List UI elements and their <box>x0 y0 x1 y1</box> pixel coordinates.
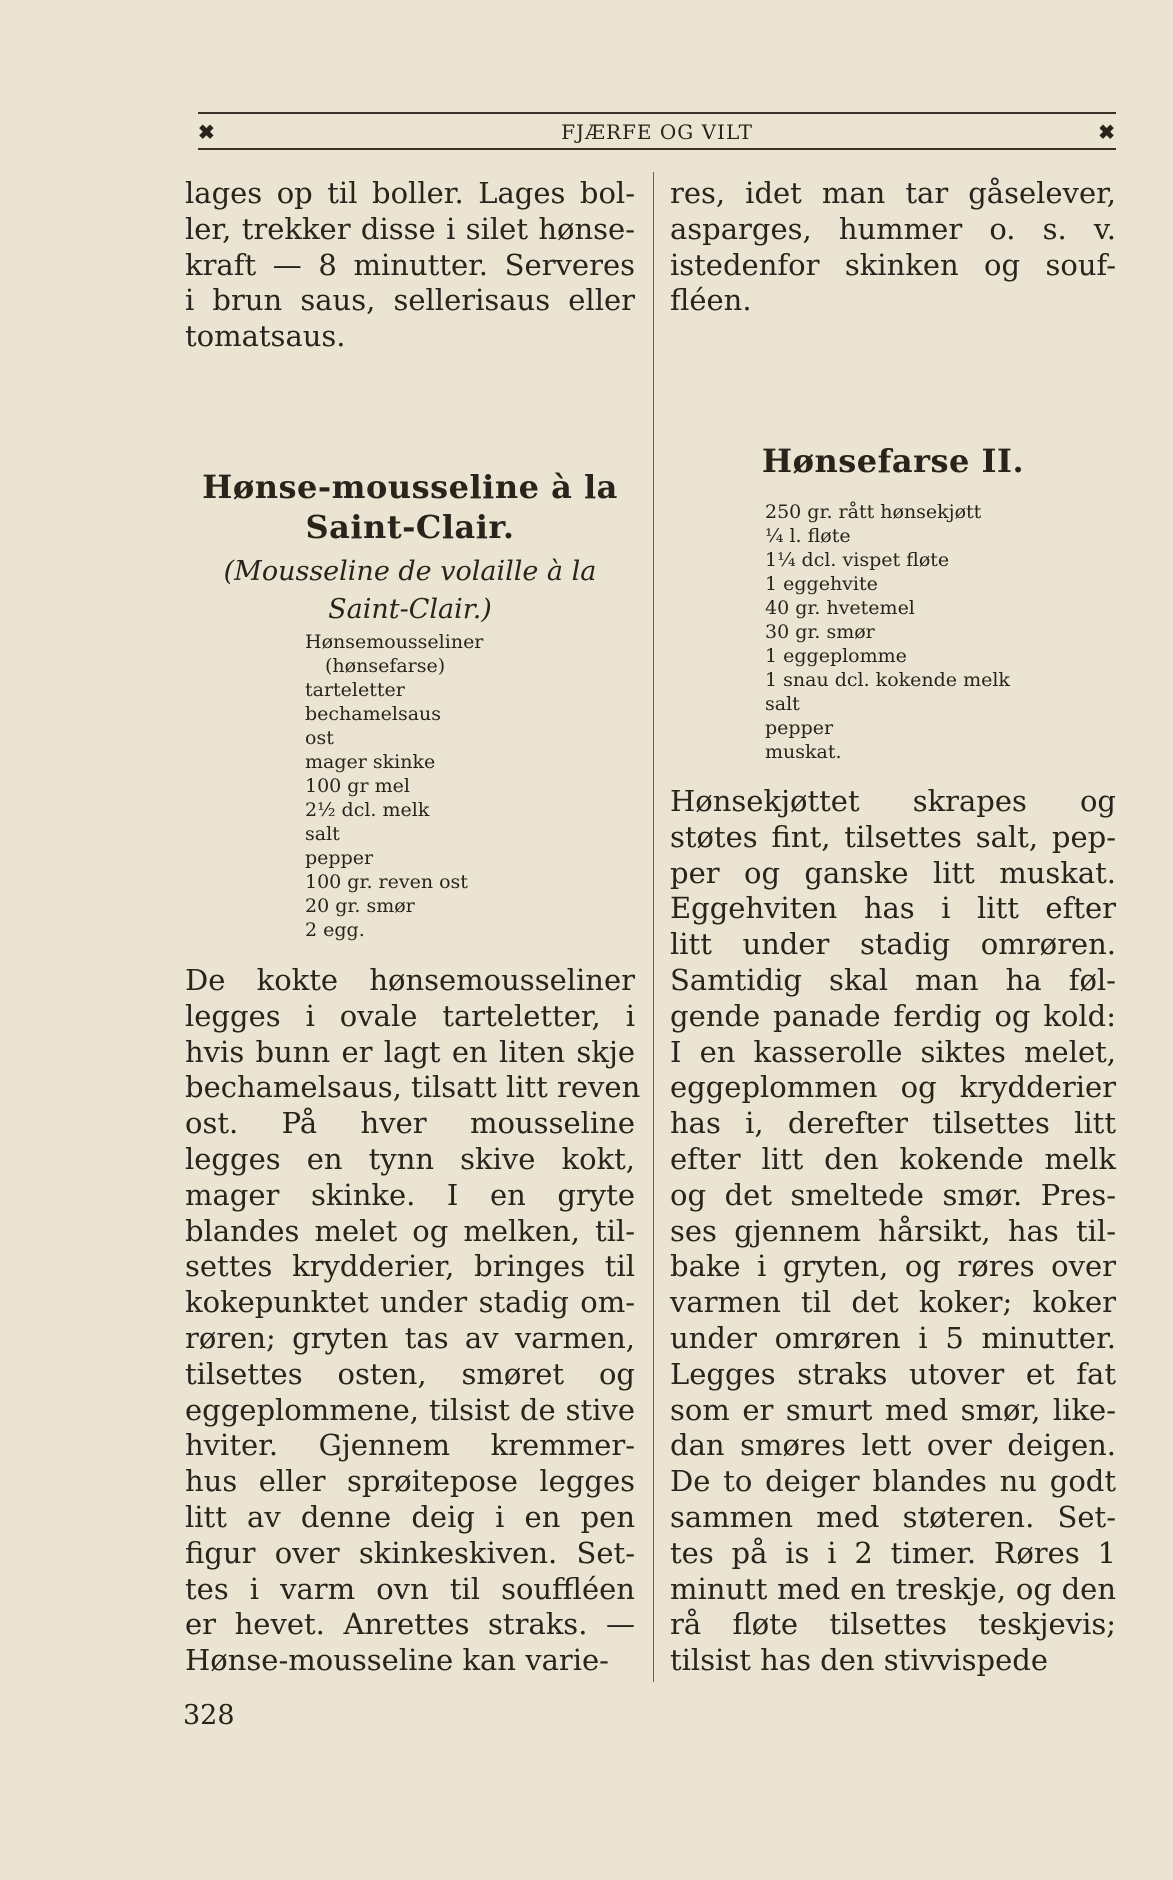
text-line: kraft — 8 minutter. Serveres <box>185 247 635 282</box>
ingredient-item: 100 gr mel <box>305 775 410 797</box>
ingredient-item: salt <box>305 823 340 845</box>
right-ingredient-list <box>765 500 1085 764</box>
ingredient-item: 40 gr. hvetemel <box>765 597 915 619</box>
text-line: ost. På hver mousseline <box>185 1106 635 1141</box>
text-line: sammen med støteren. Set- <box>670 1499 1116 1534</box>
text-line: legges en tynn skive kokt, <box>185 1141 635 1176</box>
text-line: eggeplommene, tilsist de stive <box>185 1392 635 1427</box>
running-header <box>198 118 1116 146</box>
header-top-rule <box>198 112 1116 114</box>
text-line: litt av denne deig i en pen <box>185 1499 635 1534</box>
ingredient-item: 30 gr. smør <box>765 621 875 643</box>
text-line: Legges straks utover et fat <box>670 1356 1116 1391</box>
method-paragraph <box>670 784 1116 1679</box>
ingredient-item: tarteletter <box>305 679 405 701</box>
text-line: litt under stadig omrøren. <box>670 927 1116 962</box>
text-line: mager skinke. I en gryte <box>185 1177 635 1212</box>
text-line: tilsist has den stivvispede <box>670 1643 1048 1678</box>
text-line: hviter. Gjennem kremmer- <box>185 1428 635 1463</box>
header-bottom-rule <box>198 148 1116 150</box>
text-line: fléen. <box>670 283 752 318</box>
text-line: istedenfor skinken og souf- <box>670 247 1116 282</box>
running-header-title: FJÆRFE OG VILT <box>561 120 753 144</box>
left-column-intro <box>185 176 635 355</box>
text-line: som er smurt med smør, like- <box>670 1392 1116 1427</box>
text-line: er hevet. Anrettes straks. — <box>185 1607 635 1642</box>
recipe-title-line-2: Saint-Clair. <box>305 508 515 546</box>
text-line: i brun saus, sellerisaus eller <box>185 283 635 318</box>
recipe-subtitle-line-2: Saint-Clair.) <box>328 594 492 625</box>
text-line: De kokte hønsemousseliner <box>185 963 635 997</box>
text-line: has i, derefter tilsettes litt <box>670 1106 1116 1141</box>
text-line: Eggehviten has i litt efter <box>670 891 1116 926</box>
text-line: blandes melet og melken, til- <box>185 1213 635 1248</box>
ingredient-item: 1 eggehvite <box>765 573 878 595</box>
text-line: og det smeltede smør. Pres- <box>670 1177 1116 1212</box>
continued-paragraph <box>185 176 635 355</box>
ingredient-item: bechamelsaus <box>305 703 442 725</box>
text-line: settes krydderier, bringes til <box>185 1249 635 1284</box>
text-line: res, idet man tar gåselever, <box>670 176 1116 210</box>
continued-paragraph <box>670 176 1116 319</box>
recipe-title-line-1: Hønse-mousseline à la <box>202 468 618 506</box>
text-line: Hønsekjøttet skrapes og <box>670 784 1116 818</box>
recipe-subtitle-line-1: (Mousseline de volaille à la <box>223 556 597 587</box>
ingredient-item: pepper <box>305 847 374 869</box>
text-line: kokepunktet under stadig om- <box>185 1285 635 1320</box>
text-line: varmen til det koker; koker <box>670 1285 1116 1320</box>
ingredient-item: 100 gr. reven ost <box>305 871 468 893</box>
header-ornament-left: ✖ <box>198 120 216 144</box>
ingredient-item: mager skinke <box>305 751 436 773</box>
text-line: lages op til boller. Lages bol- <box>185 176 635 210</box>
ingredient-item: Hønsemousseliner <box>305 631 484 653</box>
text-line: støtes fint, tilsettes salt, pep- <box>670 819 1116 854</box>
ingredient-item: 1 eggeplomme <box>765 645 907 667</box>
text-line: asparges, hummer o. s. v. <box>670 211 1116 246</box>
text-line: De to deiger blandes nu godt <box>670 1464 1116 1499</box>
recipe-heading-saint-clair <box>185 467 635 629</box>
ingredient-item: muskat. <box>765 741 842 763</box>
recipe-heading-honsefarse <box>670 441 1116 481</box>
text-line: ler, trekker disse i silet hønse- <box>185 211 635 246</box>
text-line: røren; gryten tas av varmen, <box>185 1320 635 1355</box>
text-line: dan smøres lett over deigen. <box>670 1428 1116 1463</box>
ingredient-item: pepper <box>765 717 834 739</box>
text-line: I en kasserolle siktes melet, <box>670 1034 1116 1069</box>
ingredient-item: ¼ l. fløte <box>765 525 851 547</box>
text-line: hvis bunn er lagt en liten skje <box>185 1034 635 1069</box>
ingredient-item: ost <box>305 727 334 749</box>
text-line: under omrøren i 5 minutter. <box>670 1320 1116 1355</box>
text-line: minutt med en treskje, og den <box>670 1571 1116 1606</box>
text-line: tilsettes osten, smøret og <box>185 1356 635 1391</box>
method-paragraph <box>185 963 641 1679</box>
text-line: efter litt den kokende melk <box>670 1141 1116 1176</box>
text-line: Samtidig skal man ha føl- <box>670 962 1116 997</box>
text-line: tes i varm ovn til souffléen <box>185 1571 635 1606</box>
text-line: hus eller sprøitepose legges <box>185 1464 635 1499</box>
ingredient-item: 1¼ dcl. vispet fløte <box>765 549 950 571</box>
ingredient-item: salt <box>765 693 800 715</box>
text-line: legges i ovale tarteletter, i <box>185 998 635 1033</box>
ingredient-item: 2 egg. <box>305 919 365 941</box>
header-ornament-right: ✖ <box>1098 120 1116 144</box>
ingredient-item: 20 gr. smør <box>305 895 415 917</box>
text-line: Hønse-mousseline kan varie- <box>185 1643 609 1678</box>
text-line: per og ganske litt muskat. <box>670 855 1116 890</box>
text-line: gende panade ferdig og kold: <box>670 998 1116 1033</box>
text-line: tomatsaus. <box>185 319 346 354</box>
right-column-intro <box>670 176 1116 319</box>
left-ingredient-list <box>305 630 605 942</box>
text-line: eggeplommen og krydderier <box>670 1070 1116 1105</box>
text-line: rå fløte tilsettes teskjevis; <box>670 1607 1116 1642</box>
text-line: ses gjennem hårsikt, has til- <box>670 1213 1116 1248</box>
ingredient-item: 2½ dcl. melk <box>305 799 430 821</box>
ingredient-item: (hønsefarse) <box>325 655 446 677</box>
page-number: 328 <box>183 1700 235 1731</box>
text-line: figur over skinkeskiven. Set- <box>185 1535 635 1570</box>
ingredient-item: 1 snau dcl. kokende melk <box>765 669 1010 691</box>
recipe-title: Hønsefarse II. <box>761 442 1025 480</box>
text-line: bechamelsaus, tilsatt litt reven <box>185 1070 641 1105</box>
text-line: tes på is i 2 timer. Røres 1 <box>670 1535 1116 1570</box>
column-divider <box>653 172 654 1682</box>
left-column-method <box>185 963 641 1679</box>
text-line: bake i gryten, og røres over <box>670 1249 1116 1284</box>
right-column-method <box>670 784 1116 1679</box>
ingredient-item: 250 gr. rått hønsekjøtt <box>765 501 982 523</box>
